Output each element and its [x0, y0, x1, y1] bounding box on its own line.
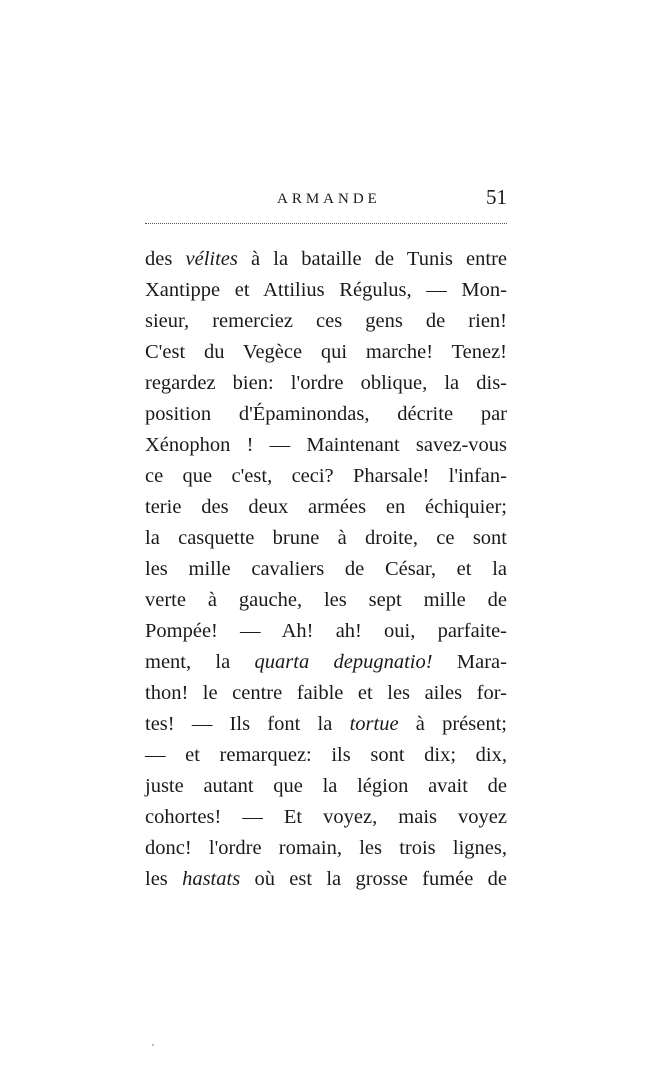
italic-term: vélites — [185, 248, 238, 270]
text-segment: à présent; — [398, 713, 507, 735]
text-line — [145, 864, 507, 895]
text-line — [145, 244, 507, 275]
italic-term: tortue — [349, 713, 399, 735]
text-segment: des — [145, 248, 186, 270]
text-segment: les mille cavaliers de César, et la — [145, 558, 507, 580]
text-segment: position d'Épaminondas, décrite par — [145, 403, 507, 425]
text-line — [145, 523, 507, 554]
text-line — [145, 399, 507, 430]
body-text — [145, 244, 507, 895]
text-segment: Xénophon ! — Maintenant savez-vous — [145, 434, 507, 456]
text-line — [145, 492, 507, 523]
text-line — [145, 647, 507, 678]
text-segment: Pompée! — Ah! ah! oui, parfaite- — [145, 620, 507, 642]
text-line — [145, 306, 507, 337]
text-line — [145, 678, 507, 709]
running-head — [145, 186, 507, 212]
text-segment: les — [145, 868, 183, 890]
text-line — [145, 802, 507, 833]
italic-term: quarta depugnatio! — [254, 651, 433, 673]
text-segment: tes! — Ils font la — [145, 713, 350, 735]
page-number: 51 — [486, 185, 507, 209]
text-segment: sieur, remerciez ces gens de rien! — [145, 310, 507, 332]
text-line — [145, 368, 507, 399]
running-title: ARMANDE — [277, 191, 381, 207]
text-segment: donc! l'ordre romain, les trois lignes, — [145, 837, 507, 859]
text-segment: juste autant que la légion avait de — [145, 775, 507, 797]
text-line — [145, 337, 507, 368]
text-line — [145, 740, 507, 771]
text-segment: cohortes! — Et voyez, mais voyez — [145, 806, 507, 828]
text-line — [145, 554, 507, 585]
text-segment: où est la grosse fumée de — [240, 868, 507, 890]
text-segment: verte à gauche, les sept mille de — [145, 589, 507, 611]
text-line — [145, 461, 507, 492]
text-segment: à la bataille de Tunis entre — [237, 248, 507, 270]
text-segment: C'est du Vegèce qui marche! Tenez! — [145, 341, 507, 363]
text-segment: terie des deux armées en échiquier; — [145, 496, 507, 518]
text-line — [145, 275, 507, 306]
text-segment: Mara- — [432, 651, 507, 673]
text-line — [145, 709, 507, 740]
paper-speck — [152, 1044, 154, 1046]
text-segment: Xantippe et Attilius Régulus, — Mon- — [145, 279, 507, 301]
text-line — [145, 616, 507, 647]
text-segment: — et remarquez: ils sont dix; dix, — [145, 744, 507, 766]
text-segment: regardez bien: l'ordre oblique, la dis- — [145, 372, 507, 394]
text-segment: ce que c'est, ceci? Pharsale! l'infan- — [145, 465, 507, 487]
text-line — [145, 771, 507, 802]
italic-term: hastats — [182, 868, 241, 890]
text-segment: thon! le centre faible et les ailes for- — [145, 682, 507, 704]
text-segment: la casquette brune à droite, ce sont — [145, 527, 507, 549]
text-line — [145, 585, 507, 616]
text-line — [145, 430, 507, 461]
text-segment: ment, la — [145, 651, 255, 673]
header-dotted-rule — [145, 223, 507, 224]
text-line — [145, 833, 507, 864]
